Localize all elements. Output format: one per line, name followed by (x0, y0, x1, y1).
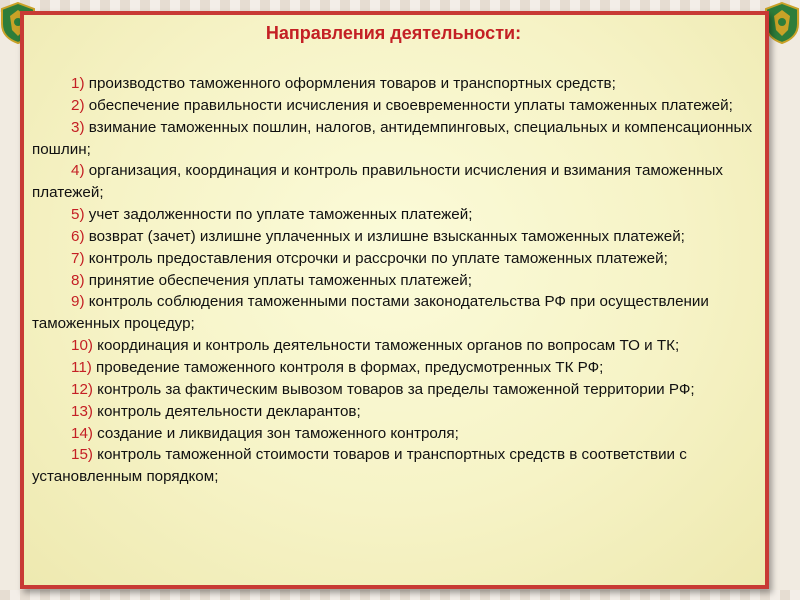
item-number: 3) (71, 118, 85, 136)
list-item (32, 160, 755, 204)
item-number: 6) (71, 227, 85, 245)
list-item (32, 204, 755, 226)
activity-list (32, 73, 755, 488)
list-item (32, 73, 755, 95)
item-number: 5) (71, 206, 85, 224)
item-number: 1) (71, 75, 85, 92)
item-number: 13) (71, 402, 93, 420)
item-text: контроль соблюдения таможенными постами законодательства РФ при осуществлении таможенных процедур; (32, 293, 709, 333)
item-number: 9) (71, 293, 85, 311)
item-number: 4) (71, 162, 85, 180)
item-text: производство таможенного оформления товаров и транспортных средств; (84, 75, 616, 92)
item-text: создание и ликвидация зон таможенного контроля; (92, 424, 459, 442)
item-text: проведение таможенного контроля в формах, предусмотренных ТК РФ; (91, 358, 604, 376)
item-text: контроль предоставления отсрочки и рассрочки по уплате таможенных платежей; (84, 249, 668, 267)
item-number: 8) (71, 271, 85, 289)
item-text: контроль за фактическим вывозом товаров за пределы таможенной территории РФ; (92, 380, 695, 398)
list-item (32, 401, 755, 423)
item-number: 11) (71, 358, 92, 376)
list-item (32, 379, 755, 401)
list-item (32, 95, 755, 117)
list-item (32, 357, 755, 379)
item-text: контроль деятельности декларантов; (92, 402, 361, 420)
item-text: организация, координация и контроль правильности исчисления и взимания таможенных платежей; (32, 162, 724, 202)
item-text: возврат (зачет) излишне уплаченных и излишне взысканных таможенных платежей; (84, 227, 685, 245)
item-number: 12) (71, 380, 93, 398)
list-item (32, 291, 755, 335)
item-number: 14) (71, 424, 93, 442)
item-number: 7) (71, 249, 85, 267)
item-text: учет задолженности по уплате таможенных платежей; (84, 206, 473, 224)
list-item (32, 248, 755, 270)
item-number: 10) (71, 337, 93, 355)
item-text: координация и контроль деятельности таможенных органов по вопросам ТО и ТК; (92, 337, 680, 355)
list-item (32, 423, 755, 445)
item-text: принятие обеспечения уплаты таможенных платежей; (84, 271, 472, 289)
list-item (32, 226, 755, 248)
item-text: контроль таможенной стоимости товаров и транспортных средств в соответствии с установленным порядком; (32, 446, 687, 486)
bottom-stripe (0, 590, 800, 600)
item-text: взимание таможенных пошлин, налогов, антидемпинговых, специальных и компенсационных пошлин; (32, 118, 753, 158)
content-panel (20, 11, 769, 589)
list-item (32, 270, 755, 292)
list-item (32, 117, 755, 161)
list-item (32, 444, 755, 488)
item-number: 2) (71, 96, 85, 114)
list-item (32, 335, 755, 357)
customs-emblem-icon (764, 2, 800, 44)
item-number: 15) (71, 446, 93, 464)
page-title: Направления деятельности: (265, 23, 522, 43)
item-text: обеспечение правильности исчисления и своевременности уплаты таможенных платежей; (84, 96, 733, 114)
